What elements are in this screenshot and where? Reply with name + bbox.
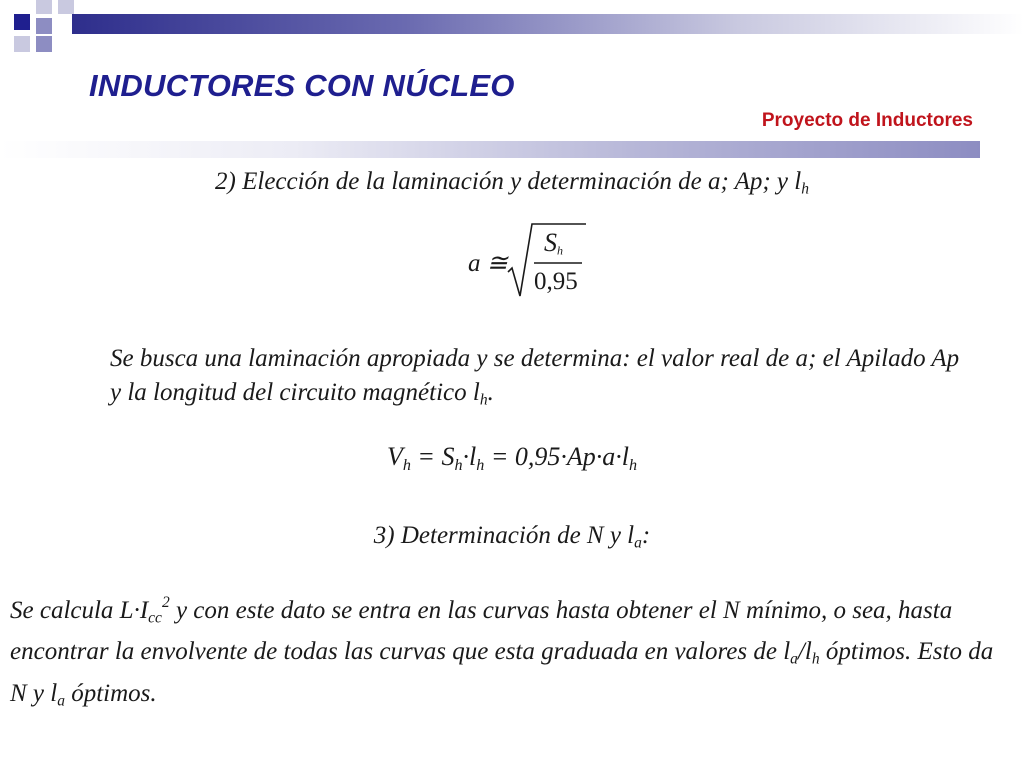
step3-heading: 3) Determinación de N y $l_a$: [373, 522, 651, 552]
decor-square [58, 0, 74, 14]
header-gradient-bar [72, 14, 1024, 34]
formula-a-lhs: a ≅ [468, 250, 508, 277]
formula-a-numerator: $S_h$ [544, 228, 563, 258]
step2-heading: 2) Elección de la laminación y determinación de a; Ap; y $l_h$ [215, 168, 809, 198]
paragraph-lamination: Se busca una laminación apropiada y se determina: el valor real de a; el Apilado Ap y la longitud del circuito magnético $l_h$. [110, 345, 960, 409]
decor-square [36, 0, 52, 14]
volume-equation: $V_h = S_h\cdot l_h = 0,95\cdot Ap\cdot a\cdot l_h$ [386, 442, 638, 474]
decor-square [14, 36, 30, 52]
decor-square [36, 18, 52, 34]
title-underline-bar [0, 141, 980, 158]
paragraph-curves: Se calcula $L\cdot I_{cc}^2$ y con este dato se entra en las curvas hasta obtener el N mínimo, o sea, hasta encontrar la envolvente de todas las curvas que esta graduada en valores de $l_a/l_h$ óptimos. Esto da N y $l_a$ óptimos. [10, 594, 994, 710]
slide-subtitle: Proyecto de Inductores [761, 110, 973, 131]
slide-title: INDUCTORES CON NÚCLEO [89, 68, 515, 103]
decor-square [36, 36, 52, 52]
formula-a-denominator: 0,95 [534, 268, 578, 295]
decor-square [14, 14, 30, 30]
formula-a [468, 222, 608, 302]
